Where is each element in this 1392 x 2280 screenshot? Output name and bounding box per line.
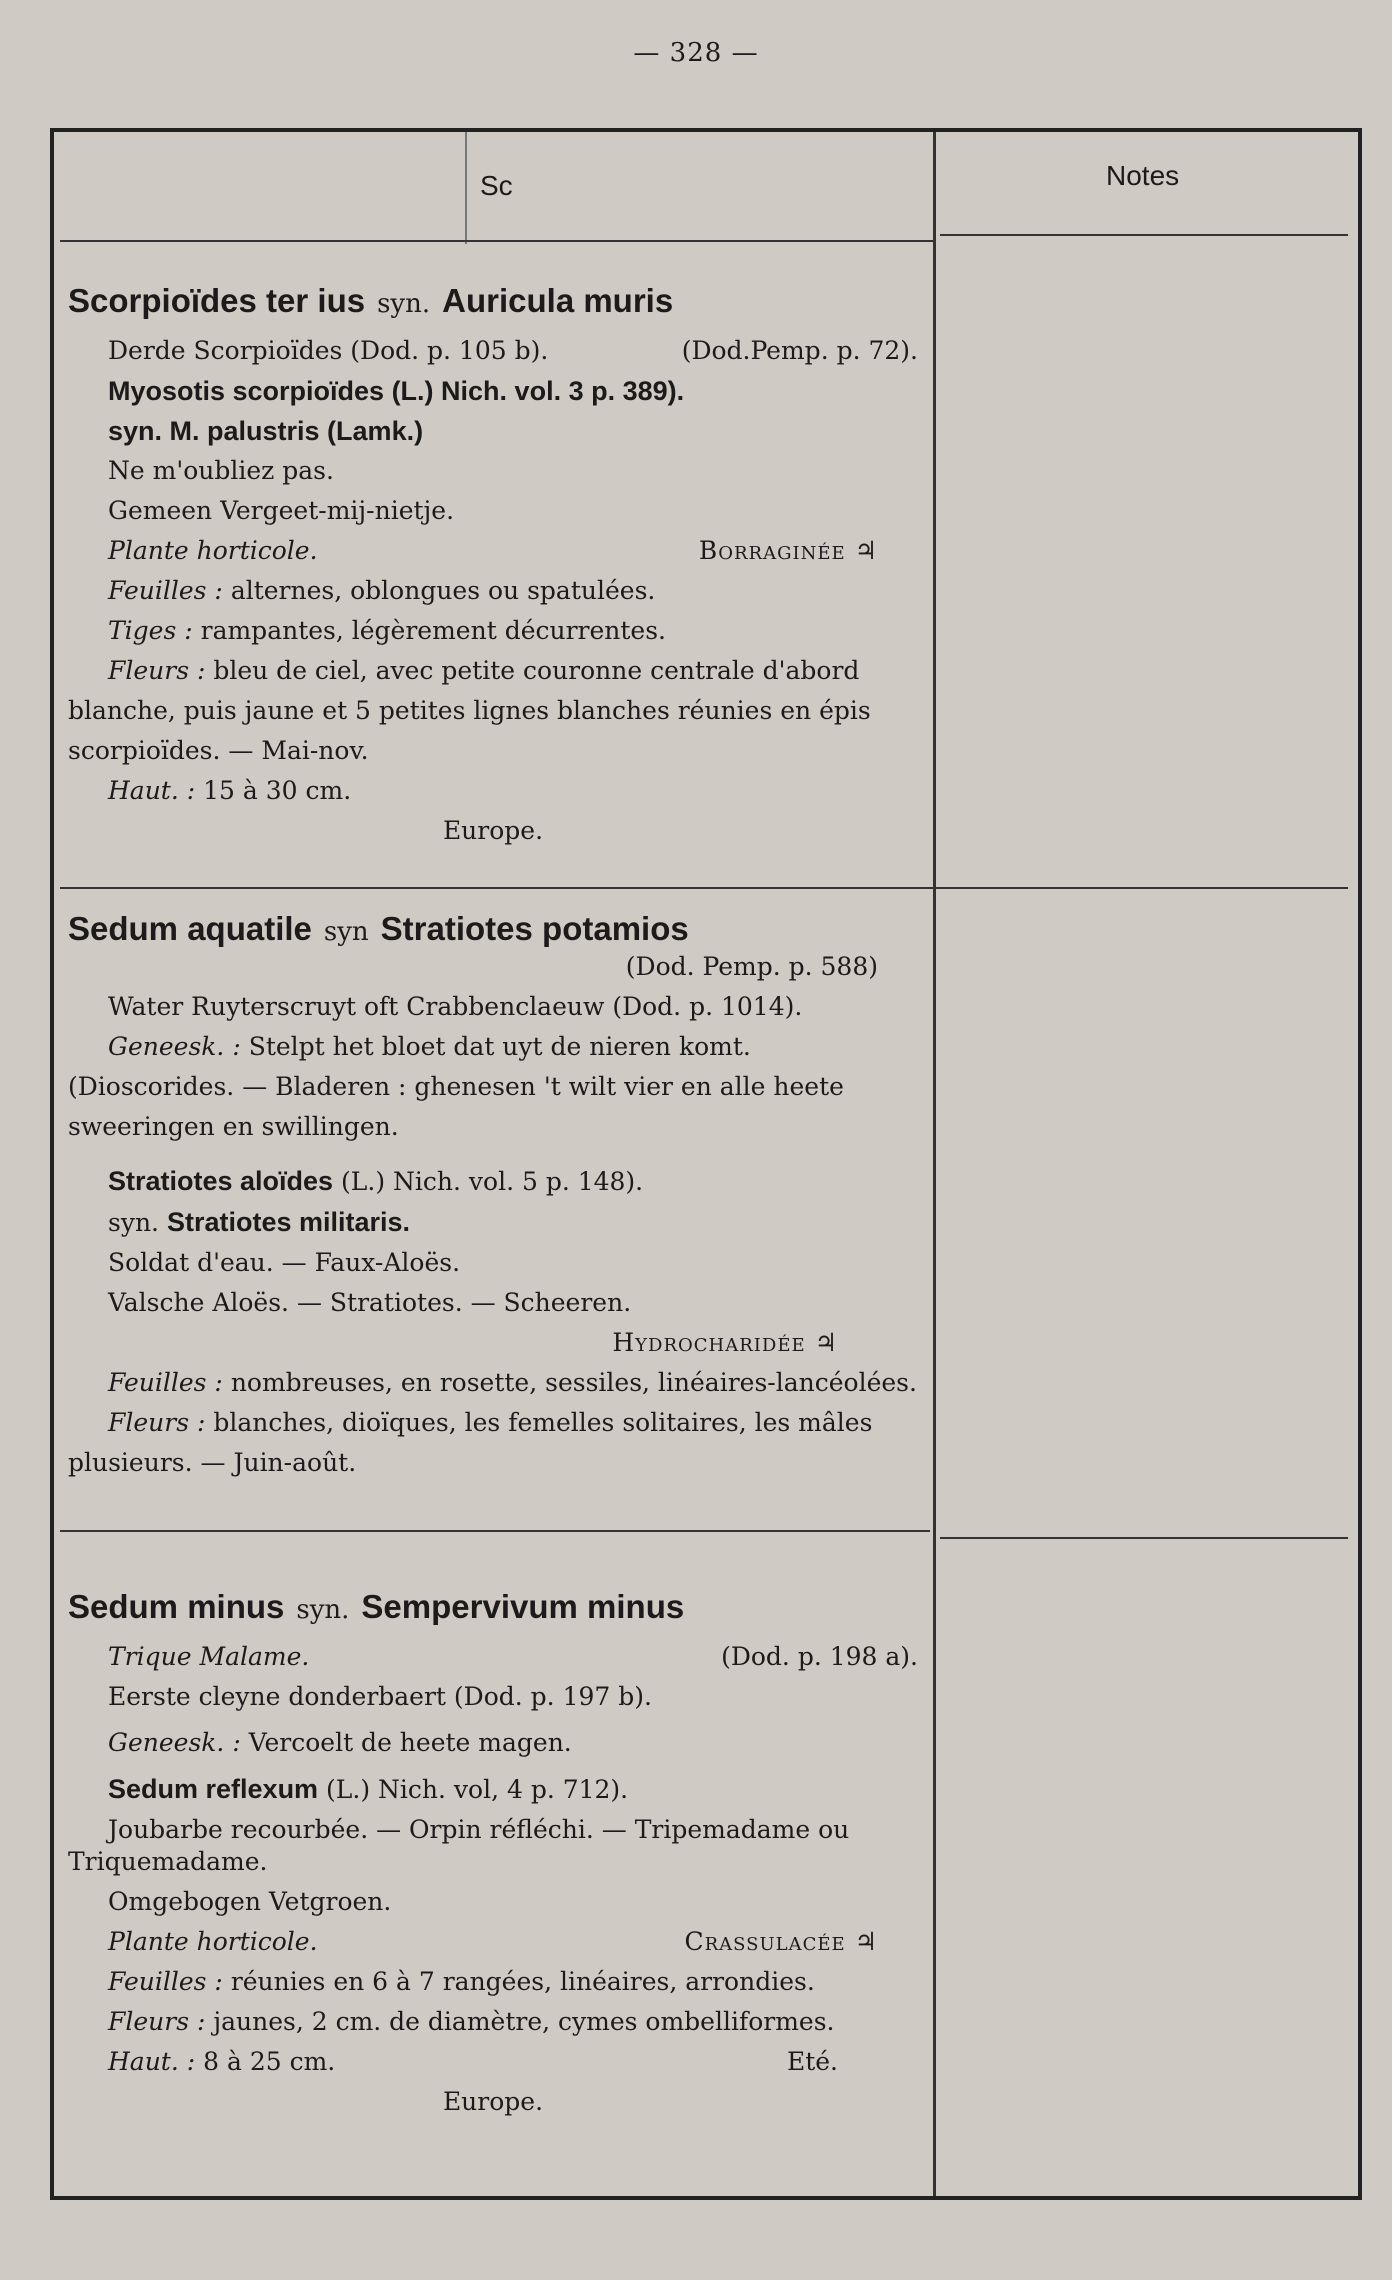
reference-line <box>68 331 918 371</box>
entry-separator-1 <box>60 887 1348 889</box>
entry-sedum-minus <box>68 1580 918 2122</box>
column-header-notes: Notes <box>1106 160 1180 191</box>
region: Europe. <box>442 816 544 845</box>
species-line <box>68 1161 918 1202</box>
title-alt: Auricula muris <box>442 282 674 319</box>
title-alt: Sempervivum minus <box>361 1588 685 1625</box>
haut-label: Haut. : <box>108 776 196 805</box>
type-family-line <box>68 1922 918 1962</box>
dutch-reference: Eerste cleyne donderbaert (Dod. p. 197 b). <box>108 1682 652 1711</box>
fleurs-label: Fleurs : <box>108 2007 206 2036</box>
plant-type: Plante horticole. <box>108 1927 318 1956</box>
feuilles-line <box>68 1962 918 2002</box>
fleurs-line <box>68 2002 918 2042</box>
species-line <box>68 1769 918 1810</box>
fleurs-label: Fleurs : <box>108 656 206 685</box>
fleurs-text: bleu de ciel, avec petite couronne centrale d'abord blanche, puis jaune et 5 petites lignes blanches réunies en épis scorpioïdes. — Mai-nov. <box>68 656 871 765</box>
feuilles-text: nombreuses, en rosette, sessiles, linéaires-lancéolées. <box>230 1368 917 1397</box>
entry-scorpioides <box>68 274 918 851</box>
feuilles-line <box>68 1363 918 1403</box>
haut-text: 8 à 25 cm. <box>203 2047 336 2076</box>
entry-title <box>68 274 918 331</box>
left-border <box>50 132 54 2196</box>
geneesk-line <box>68 1027 918 1147</box>
species-name: Stratiotes aloïdes <box>108 1166 334 1196</box>
right-border <box>1358 132 1362 2196</box>
synonym-line <box>68 1202 918 1243</box>
french-names: Joubarbe recourbée. — Orpin réfléchi. — Tripemadame ou Triquemadame. <box>68 1815 850 1876</box>
dutch-names: Omgebogen Vetgroen. <box>108 1887 392 1916</box>
tiges-text: rampantes, légèrement décurrentes. <box>200 616 667 645</box>
french-names: Soldat d'eau. — Faux-Aloës. <box>108 1248 461 1277</box>
ref-left: Derde Scorpioïdes (Dod. p. 105 b). <box>108 336 549 365</box>
ref-right: (Dod. p. 198 a). <box>721 1642 918 1671</box>
tiges-label: Tiges : <box>108 616 193 645</box>
family-text: Hydrocharidée ♃ <box>612 1328 838 1357</box>
geneesk-label: Geneesk. : <box>108 1032 241 1061</box>
feuilles-label: Feuilles : <box>108 576 223 605</box>
species-ref: (L.) Nich. vol, 4 p. 712). <box>326 1775 629 1804</box>
title-syn: syn. <box>377 289 431 319</box>
feuilles-label: Feuilles : <box>108 1368 223 1397</box>
plant-family: Borraginée ♃ <box>698 536 878 565</box>
title-main: Sedum aquatile <box>68 910 312 947</box>
title-syn: syn. <box>296 1595 350 1625</box>
notes-separator <box>940 1537 1348 1539</box>
feuilles-text: réunies en 6 à 7 rangées, linéaires, arrondies. <box>230 1967 815 1996</box>
column-divider <box>933 132 936 2196</box>
fleurs-line <box>68 1403 918 1483</box>
header-rule-left <box>60 240 936 242</box>
fleurs-text: blanches, dioïques, les femelles solitaires, les mâles plusieurs. — Juin-août. <box>68 1408 873 1477</box>
title-main: Sedum minus <box>68 1588 285 1625</box>
dutch-names: Valsche Aloës. — Stratiotes. — Scheeren. <box>108 1288 632 1317</box>
geneesk-label: Geneesk. : <box>108 1728 241 1757</box>
feuilles-text: alternes, oblongues ou spatulées. <box>230 576 656 605</box>
plant-family <box>68 1323 918 1363</box>
reference-line <box>68 1637 918 1677</box>
season: Eté. <box>786 2047 838 2076</box>
feuilles-label: Feuilles : <box>108 1967 223 1996</box>
type-family-line <box>68 531 918 571</box>
syn-label: syn. <box>108 1208 160 1237</box>
region: Europe. <box>442 2087 544 2116</box>
synonym-name: Stratiotes militaris. <box>166 1207 411 1237</box>
geneesk-text: Stelpt het bloet dat uyt de nieren komt. (Dioscorides. — Bladeren : ghenesen 't wilt vier en alle heete sweeringen en swillingen. <box>68 1032 844 1141</box>
plant-type: Plante horticole. <box>108 536 318 565</box>
species-ref: (L.) Nich. vol. 5 p. 148). <box>341 1167 644 1196</box>
entry-title <box>68 1580 918 1637</box>
tiges-line <box>68 611 918 651</box>
haut-text: 15 à 30 cm. <box>203 776 352 805</box>
feuilles-line <box>68 571 918 611</box>
plant-family: Crassulacée ♃ <box>684 1927 878 1956</box>
fleurs-text: jaunes, 2 cm. de diamètre, cymes ombelliformes. <box>213 2007 835 2036</box>
title-alt: Stratiotes potamios <box>380 910 689 947</box>
entry-separator-2 <box>60 1530 930 1532</box>
page-number: — 328 — <box>633 38 759 68</box>
haut-line <box>68 771 918 811</box>
species-name: Sedum reflexum <box>108 1774 319 1804</box>
geneesk-text: Vercoelt de heete magen. <box>248 1728 572 1757</box>
title-main: Scorpioïdes ter ius <box>68 282 366 319</box>
italic-name: Trique Malame. <box>108 1642 310 1671</box>
geneesk-line <box>68 1723 918 1763</box>
fleurs-label: Fleurs : <box>108 1408 206 1437</box>
entry-sedum-aquatile <box>68 902 918 1483</box>
column-header-sc: Sc <box>480 170 513 201</box>
dutch-reference: Water Ruyterscruyt oft Crabbenclaeuw (Dod. p. 1014). <box>108 992 803 1021</box>
haut-line <box>68 2042 918 2082</box>
haut-label: Haut. : <box>108 2047 196 2076</box>
french-name: Ne m'oubliez pas. <box>108 456 334 485</box>
synonym-line: syn. M. palustris (Lamk.) <box>108 416 424 446</box>
species-line: Myosotis scorpioïdes (L.) Nich. vol. 3 p. 389). <box>108 376 685 406</box>
fleurs-line <box>68 651 918 771</box>
header-rule-right <box>940 234 1348 236</box>
ref-right: (Dod. Pemp. p. 588) <box>625 952 878 981</box>
dutch-name: Gemeen Vergeet-mij-nietje. <box>108 496 455 525</box>
title-syn: syn <box>323 917 369 947</box>
header-subdivider <box>465 132 467 244</box>
ref-right: (Dod.Pemp. p. 72). <box>681 336 918 365</box>
